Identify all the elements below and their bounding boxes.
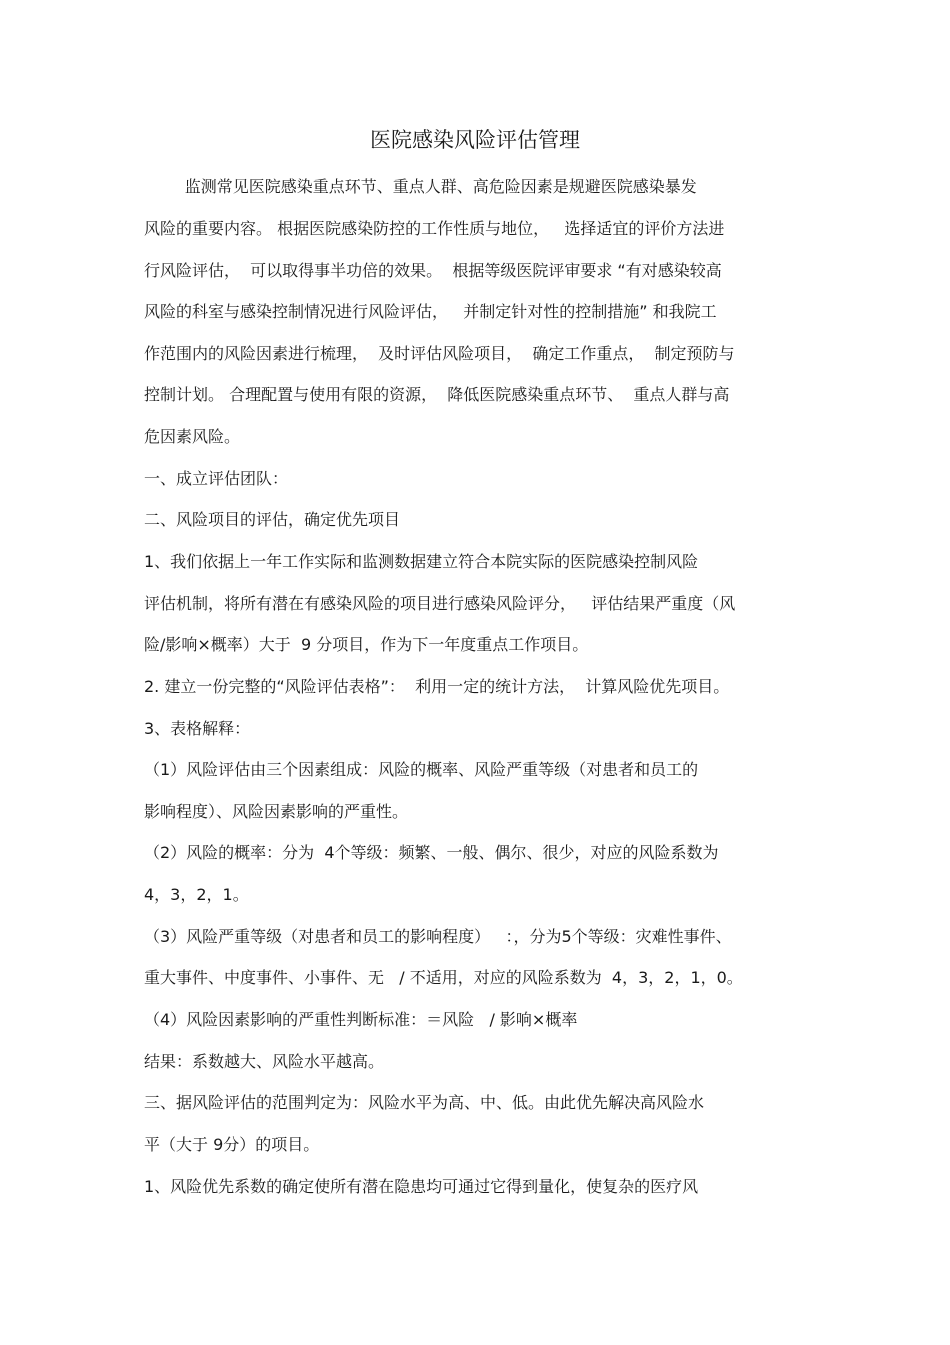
paragraph-line: 评估机制，将所有潜在有感染风险的项目进行感染风险评分， 评估结果严重度（风 xyxy=(144,594,736,613)
paragraph-line: 行风险评估， 可以取得事半功倍的效果。 根据等级医院评审要求 “有对感染较高 xyxy=(144,261,722,280)
paragraph-line: 险/影响×概率）大于 9 分项目，作为下一年度重点工作项目。 xyxy=(144,635,589,654)
paragraph-line: （1）风险评估由三个因素组成：风险的概率、风险严重等级（对患者和员工的 xyxy=(144,760,699,779)
section-heading: 三、据风险评估的范围判定为：风险水平为高、中、低。由此优先解决高风险水 xyxy=(144,1093,705,1112)
paragraph-line: 重大事件、中度事件、小事件、无 / 不适用，对应的风险系数为 4，3，2，1，0。 xyxy=(144,968,743,987)
paragraph-line: 监测常见医院感染重点环节、重点人群、高危险因素是规避医院感染暴发 xyxy=(144,177,697,196)
paragraph-line: 危因素风险。 xyxy=(144,427,241,446)
paragraph-line: 影响程度）、风险因素影响的严重性。 xyxy=(144,802,409,821)
section-heading: 一、成立评估团队： xyxy=(144,469,289,488)
section-heading: 二、风险项目的评估，确定优先项目 xyxy=(144,510,401,529)
paragraph-line: （2）风险的概率：分为 4个等级：频繁、一般、偶尔、很少，对应的风险系数为 xyxy=(144,843,719,862)
paragraph-line: 结果：系数越大、风险水平越高。 xyxy=(144,1052,385,1071)
paragraph-line: 作范围内的风险因素进行梳理， 及时评估风险项目， 确定工作重点， 制定预防与 xyxy=(144,344,735,363)
document-title: 医院感染风险评估管理 xyxy=(370,128,580,152)
paragraph-line: （3）风险严重等级（对患者和员工的影响程度） ：，分为5个等级：灾难性事件、 xyxy=(144,927,732,946)
paragraph-line: 风险的科室与感染控制情况进行风险评估， 并制定针对性的控制措施” 和我院工 xyxy=(144,302,717,321)
paragraph-line: 4，3，2，1。 xyxy=(144,885,249,904)
paragraph-line: 控制计划。 合理配置与使用有限的资源， 降低医院感染重点环节、 重点人群与高 xyxy=(144,385,730,404)
paragraph-line: 1、我们依据上一年工作实际和监测数据建立符合本院实际的医院感染控制风险 xyxy=(144,552,699,571)
paragraph-line: 风险的重要内容。 根据医院感染防控的工作性质与地位， 选择适宜的评价方法进 xyxy=(144,219,725,238)
paragraph-line: 2. 建立一份完整的“风险评估表格”： 利用一定的统计方法， 计算风险优先项目。 xyxy=(144,677,730,696)
paragraph-line: 平（大于 9分）的项目。 xyxy=(144,1135,320,1154)
paragraph-line: 1、风险优先系数的确定使所有潜在隐患均可通过它得到量化，使复杂的医疗风 xyxy=(144,1177,699,1196)
paragraph-line: 3、表格解释： xyxy=(144,719,251,738)
paragraph-line: （4）风险因素影响的严重性判断标准：＝风险 / 影响×概率 xyxy=(144,1010,578,1029)
